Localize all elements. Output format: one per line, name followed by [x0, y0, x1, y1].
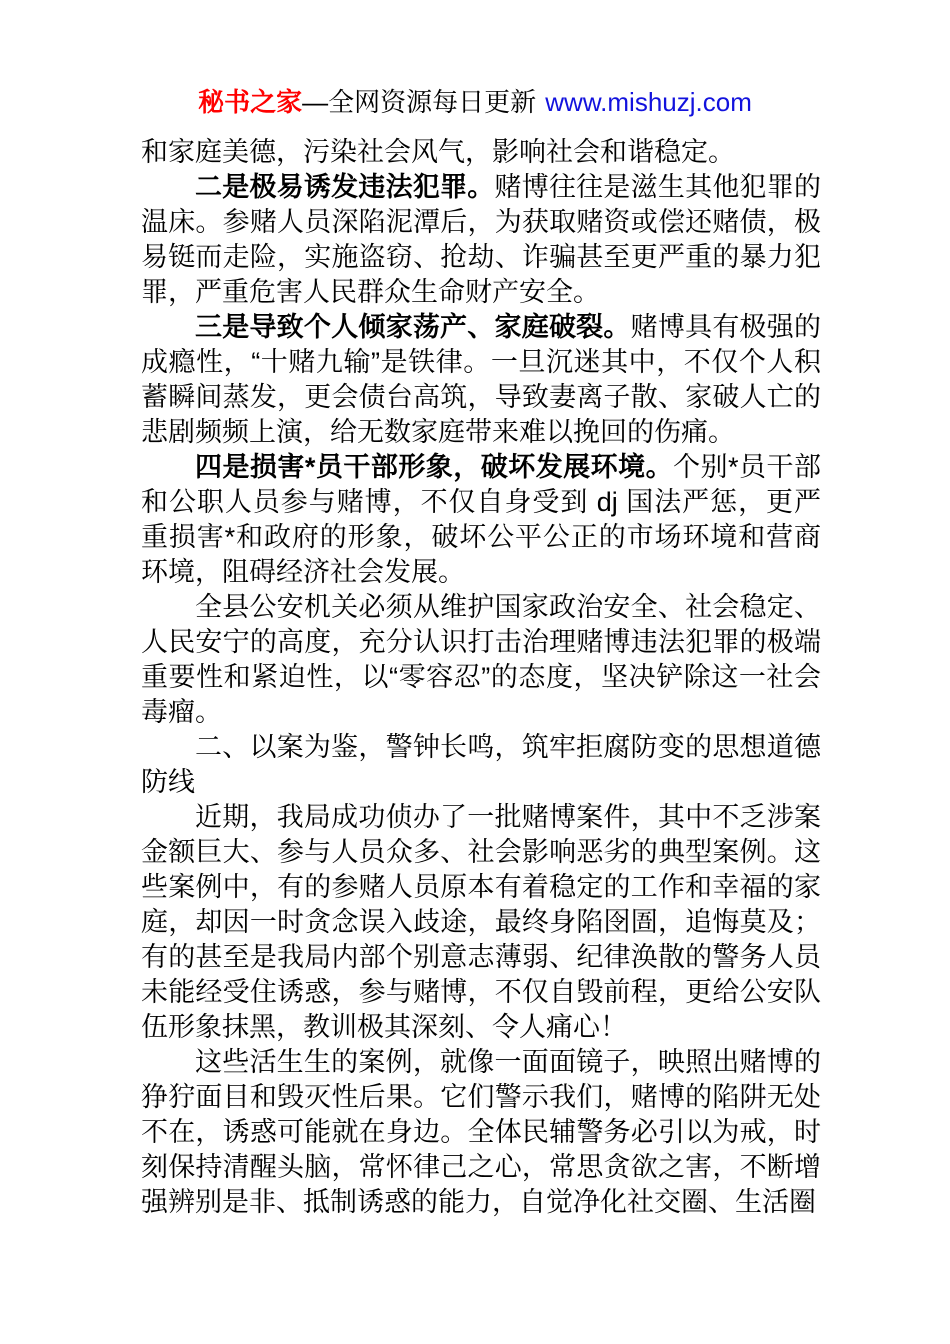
paragraph: 近期，我局成功侦办了一批赌博案件，其中不乏涉案金额巨大、参与人员众多、社会影响恶劣的典型案例。这些案例中，有的参赌人员原本有着稳定的工作和幸福的家庭，却因一时贪念误入歧途，最终身陷囹圄，追悔莫及；有的甚至是我局内部个别意志薄弱、纪律涣散的警务人员未能经受住诱惑，参与赌博，不仅自毁前程，更给公安队伍形象抹黑，教训极其深刻、令人痛心！ [141, 802, 821, 1042]
paragraph-lead: 三是导致个人倾家荡产、家庭破裂。 [195, 312, 631, 342]
paragraph: 这些活生生的案例，就像一面面镜子，映照出赌博的狰狞面目和毁灭性后果。它们警示我们，赌博的陷阱无处不在，诱惑可能就在身边。全体民辅警务必引以为戒，时刻保持清醒头脑，常怀律己之心，常思贪欲之害，不断增强辨别是非、抵制诱惑的能力，自觉净化社交圈、生活圈 [141, 1047, 821, 1217]
paragraph-lead: 四是损害*员干部形象，破坏发展环境。 [195, 452, 674, 482]
paragraph [141, 170, 821, 310]
paragraph-text: 赌博往往是滋生其他犯罪的温床。参赌人员深陷泥潭后，为获取赌资或偿还赌债，极易铤而走险，实施盗窃、抢劫、诈骗甚至更严重的暴力犯罪，严重危害人民群众生命财产安全。 [141, 172, 821, 307]
paragraph [141, 310, 821, 450]
paragraph: 全县公安机关必须从维护国家政治安全、社会稳定、人民安宁的高度，充分认识打击治理赌博违法犯罪的极端重要性和紧迫性，以“零容忍”的态度，坚决铲除这一社会毒瘤。 [141, 592, 821, 727]
paragraph-lead: 二是极易诱发违法犯罪。 [195, 172, 495, 202]
page-header [0, 86, 950, 118]
header-tagline: 全网资源每日更新 [328, 87, 537, 117]
brand-text: 秘书之家 [198, 87, 303, 117]
section-heading: 二、以案为鉴，警钟长鸣，筑牢拒腐防变的思想道德防线 [141, 732, 821, 797]
header-url-link[interactable]: www.mishuzj.com [545, 87, 752, 117]
header-separator: — [302, 87, 329, 117]
paragraph-continuation: 和家庭美德，污染社会风气，影响社会和谐稳定。 [141, 137, 735, 167]
paragraph-text: 赌博具有极强的成瘾性，“十赌九输”是铁律。一旦沉迷其中，不仅个人积蓄瞬间蒸发，更会债台高筑，导致妻离子散、家破人亡的悲剧频频上演，给无数家庭带来难以挽回的伤痛。 [141, 312, 822, 447]
document-body [141, 135, 821, 1220]
paragraph [141, 450, 821, 590]
paragraph-text: 个别*员干部和公职人员参与赌博，不仅自身受到 dj 国法严惩，更严重损害*和政府的形象，破坏公平公正的市场环境和营商环境，阻碍经济社会发展。 [141, 452, 821, 587]
